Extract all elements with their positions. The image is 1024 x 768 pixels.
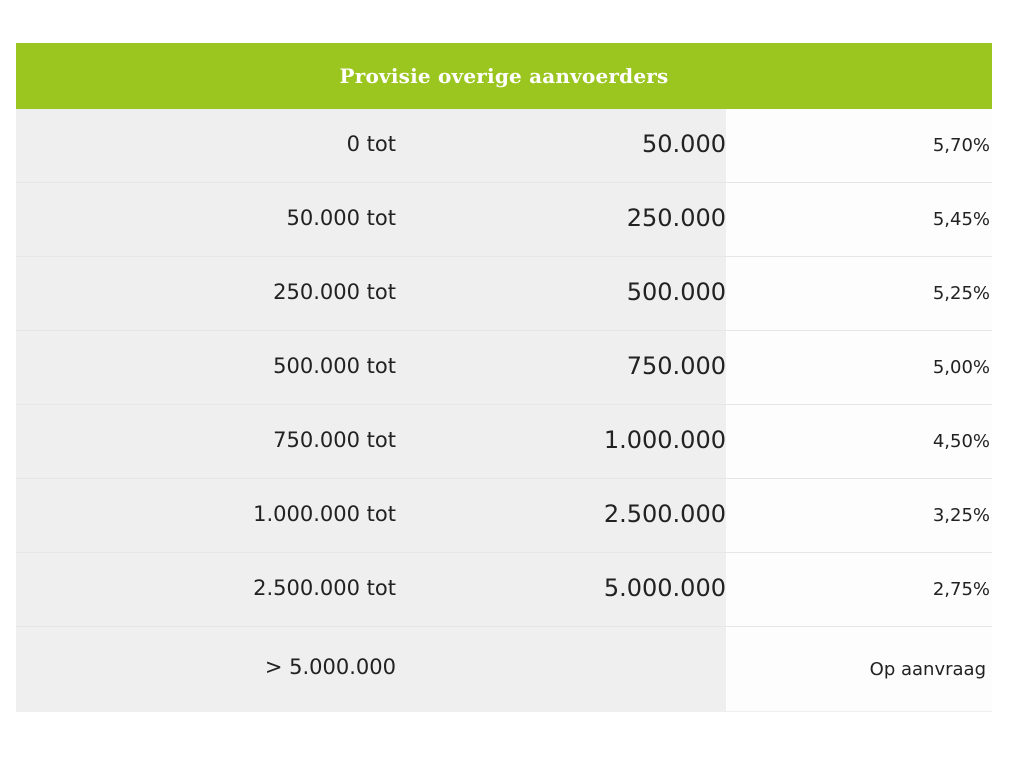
commission-rate: 4,50%	[932, 431, 990, 452]
range-from-cell	[16, 627, 396, 711]
range-from: 500.000 tot	[273, 353, 396, 378]
rate-cell	[726, 627, 992, 711]
table-row	[16, 553, 992, 627]
table-row	[16, 183, 992, 257]
range-to-cell	[396, 479, 726, 552]
commission-rate: 5,45%	[932, 209, 990, 230]
commission-rate: 2,75%	[932, 579, 990, 600]
range-from: 750.000 tot	[273, 427, 396, 452]
range-from-cell	[16, 183, 396, 256]
range-from-cell	[16, 257, 396, 330]
range-to: 250.000	[626, 203, 726, 232]
commission-rate: 5,00%	[932, 357, 990, 378]
commission-rate: 5,25%	[932, 283, 990, 304]
commission-rate: 5,70%	[932, 135, 990, 156]
range-from-cell	[16, 405, 396, 478]
commission-rate: Op aanvraag	[869, 658, 986, 680]
range-from: 2.500.000 tot	[253, 575, 396, 600]
range-to-cell	[396, 405, 726, 478]
rate-cell	[726, 553, 992, 626]
range-to-cell	[396, 257, 726, 330]
range-to-cell	[396, 553, 726, 626]
table-row	[16, 627, 992, 712]
table-row	[16, 109, 992, 183]
range-to: 500.000	[626, 277, 726, 306]
table-title: Provisie overige aanvoerders	[339, 64, 669, 88]
range-from-cell	[16, 109, 396, 182]
table-row	[16, 479, 992, 553]
range-from: 250.000 tot	[273, 279, 396, 304]
rate-cell	[726, 405, 992, 478]
range-from: 0 tot	[346, 131, 396, 156]
range-to-cell	[396, 331, 726, 404]
range-from-cell	[16, 479, 396, 552]
range-to-cell	[396, 627, 726, 711]
range-from-cell	[16, 553, 396, 626]
range-from: > 5.000.000	[264, 655, 396, 679]
range-from: 1.000.000 tot	[253, 501, 396, 526]
range-to: 2.500.000	[603, 499, 726, 528]
table-row	[16, 331, 992, 405]
rate-cell	[726, 331, 992, 404]
range-from-cell	[16, 331, 396, 404]
commission-table	[16, 43, 992, 712]
rate-cell	[726, 183, 992, 256]
range-to-cell	[396, 109, 726, 182]
range-to: 5.000.000	[603, 573, 726, 602]
range-from: 50.000 tot	[286, 205, 396, 230]
commission-rate: 3,25%	[932, 505, 990, 526]
range-to: 50.000	[642, 129, 726, 158]
range-to: 1.000.000	[603, 425, 726, 454]
rate-cell	[726, 479, 992, 552]
table-row	[16, 405, 992, 479]
table-header	[16, 43, 992, 109]
rate-cell	[726, 109, 992, 182]
range-to: 750.000	[626, 351, 726, 380]
table-row	[16, 257, 992, 331]
range-to-cell	[396, 183, 726, 256]
rate-cell	[726, 257, 992, 330]
